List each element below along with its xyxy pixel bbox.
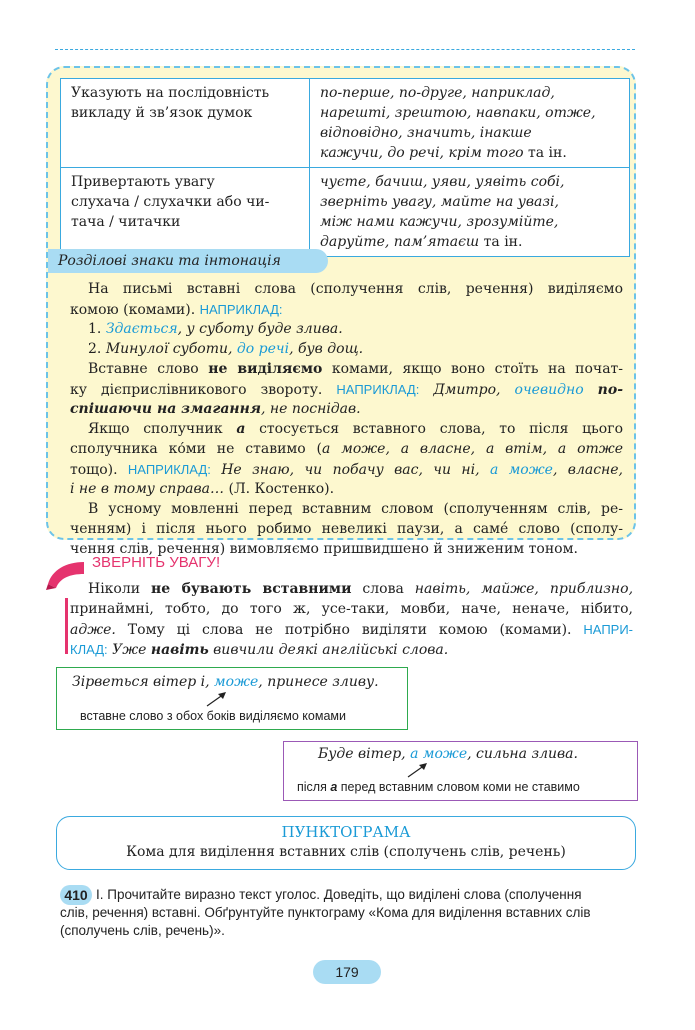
box2-arrow-icon xyxy=(405,760,431,780)
attention-pencil-icon xyxy=(44,556,88,592)
box2-note: після а перед вставним словом коми не ставимо xyxy=(297,780,580,794)
attention-l1: Ніколи не бувають вставними слова навіть, майже, приблизно, xyxy=(88,581,634,597)
punktogram-box xyxy=(56,816,636,870)
exercise-l2: слів, речення) вставні. Обґрунтуйте пунктограму «Кома для виділення вставних слів xyxy=(60,905,591,920)
rule-p1-l2: комою (комами). НАПРИКЛАД: xyxy=(70,302,283,318)
words-table xyxy=(60,78,630,257)
attention-bar xyxy=(65,598,68,654)
table-row: Указують на послідовність викладу й зв’язок думок по-перше, по-друге, наприклад, нарешті, зрештою, навпаки, отже, відповідно, значить, інакше кажучи, до речі, крім того та ін. xyxy=(61,79,630,168)
rule-p3-l1: Якщо сполучник а стосується вставного слова, то після цього xyxy=(88,421,623,437)
exercise-number: 410 xyxy=(60,885,92,905)
box2-sentence: Буде вітер, а може, сильна злива. xyxy=(318,746,578,762)
exercise-l3: (сполучень слів, речень)». xyxy=(60,923,225,938)
top-dashed-line xyxy=(55,49,635,50)
table-row: Привертають увагу слухача / слухачки або чи- тача / читачки чуєте, бачиш, уяви, уявіть собі, зверніть увагу, майте на увазі, між нами кажучи, зрозумійте, даруйте, пам’ятаєш та ін. xyxy=(61,168,630,257)
punktogram-title: ПУНКТОГРАМА xyxy=(281,823,411,841)
rule-p3-l4: і не в тому справа… (Л. Костенко). xyxy=(70,481,335,497)
box1-note: вставне слово з обох боків виділяємо комами xyxy=(80,709,346,723)
rule-p2-l3: спішаючи на змагання, не поснідав. xyxy=(70,401,361,417)
rule-ex2: 2. Минулої суботи, до речі, був дощ. xyxy=(88,341,364,357)
exercise-l1: І. Прочитайте виразно текст уголос. Доведіть, що виділені слова (сполучення xyxy=(96,887,582,902)
rule-ex1: 1. Здається, у суботу буде злива. xyxy=(88,321,343,337)
attention-l4: КЛАД: Уже навіть вивчили деякі англійські слова. xyxy=(70,642,449,658)
rule-p2-l2: ку дієприслівникового звороту. НАПРИКЛАД: Дмитро, очевидно по- xyxy=(70,382,623,398)
rule-p4-l2: ченням) і після нього робимо невеликі паузи, а самé слово (сполу- xyxy=(70,521,623,537)
box1-arrow-icon xyxy=(204,689,230,709)
rule-p4-l3: чення слів, речення) вимовляємо пришвидшено й зниженим тоном. xyxy=(70,541,578,557)
rule-p3-l2: сполучника ко́ми не ставимо (а може, а власне, а втім, а отже xyxy=(70,441,623,457)
box1-sentence: Зірветься вітер і, може, принесе зливу. xyxy=(72,674,379,690)
rule-p4-l1: В усному мовленні перед вставним словом (сполученням слів, ре- xyxy=(88,501,623,517)
rule-p1-l1: На письмі вставні слова (сполучення слів, речення) виділяємо xyxy=(88,281,623,297)
rule-p3-l3: тощо). НАПРИКЛАД: Не знаю, чи побачу вас, чи ні, а може, власне, xyxy=(70,462,623,478)
section-title: Розділові знаки та інтонація xyxy=(48,249,328,273)
page-number: 179 xyxy=(313,960,381,984)
rule-p2-l1: Вставне слово не виділяємо комами, якщо воно стоїть на почат- xyxy=(88,361,624,377)
attention-title: ЗВЕРНІТЬ УВАГУ! xyxy=(92,554,221,571)
attention-l2: принаймні, тобто, до того ж, усе-таки, мовби, наче, неначе, нібито, xyxy=(70,601,633,617)
attention-l3: адже. Тому ці слова не потрібно виділяти комою (комами). НАПРИ- xyxy=(70,622,634,638)
punktogram-text: Кома для виділення вставних слів (сполучень слів, речень) xyxy=(126,844,566,860)
